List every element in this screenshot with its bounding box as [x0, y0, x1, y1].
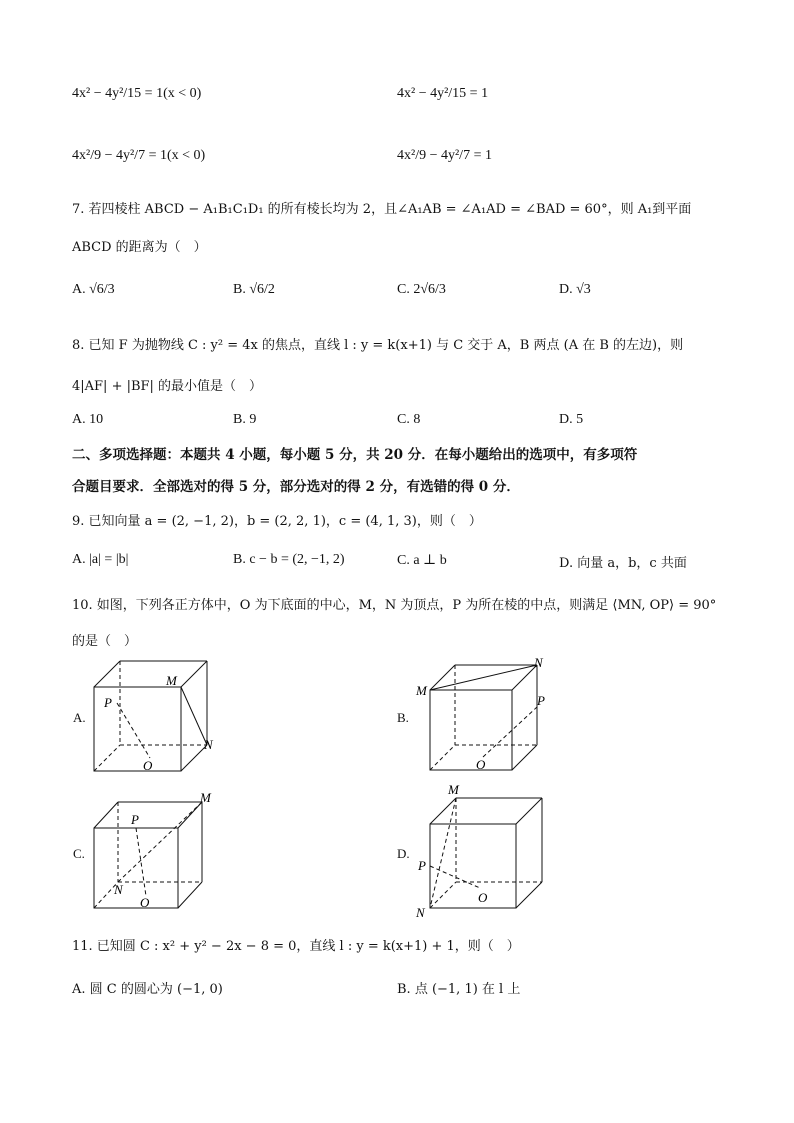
cube-b-label-o: O: [476, 757, 486, 772]
q10-label-a: A.: [73, 710, 86, 725]
q10-stem-line1: 10. 如图，下列各正方体中，O 为下底面的中心，M，N 为顶点，P 为所在棱的中点，则满足 ⟨MN, OP⟩ = 90°: [72, 598, 717, 613]
q6-option-c: 4x²/9 − 4y²/7 = 1(x < 0): [72, 148, 206, 163]
cube-a-label-p: P: [104, 695, 112, 710]
q8-stem-line2: 4|AF| + |BF| 的最小值是（ ）: [72, 379, 263, 394]
q6-option-a: 4x² − 4y²/15 = 1(x < 0): [72, 86, 202, 101]
q7-option-d: D. √3: [559, 282, 591, 297]
q7-option-c: C. 2√6/3: [397, 282, 446, 297]
cube-c-label-n: N: [114, 882, 123, 897]
q6-option-b: 4x² − 4y²/15 = 1: [397, 86, 489, 101]
cube-a-label-o: O: [143, 758, 153, 773]
cube-a-label-n: N: [204, 737, 213, 752]
q8-option-a: A. 10: [72, 412, 104, 427]
cube-figure-b: [412, 655, 562, 775]
q8-option-b: B. 9: [233, 412, 257, 427]
section2-heading-line2: 合题目要求．全部选对的得 5 分，部分选对的得 2 分，有选错的得 0 分．: [72, 479, 520, 495]
cube-c-label-p: P: [131, 812, 139, 827]
q11-option-a: A. 圆 C 的圆心为 (−1, 0): [72, 982, 223, 997]
cube-c-label-o: O: [140, 895, 150, 910]
q10-stem-line2: 的是（ ）: [72, 634, 138, 649]
q9-option-c: C. a ⊥ b: [397, 553, 447, 568]
q8-option-c: C. 8: [397, 412, 421, 427]
q10-label-d: D.: [397, 846, 410, 861]
cube-b-label-n: N: [534, 655, 543, 670]
q9-option-d: D. 向量 a，b，c 共面: [559, 556, 687, 571]
q7-stem-line2: ABCD 的距离为（ ）: [72, 240, 207, 255]
cube-figure-c: [88, 790, 228, 915]
q10-label-c: C.: [73, 846, 85, 861]
q9-option-b: B. c − b = (2, −1, 2): [233, 552, 345, 567]
q8-stem-line1: 8. 已知 F 为抛物线 C : y² = 4x 的焦点，直线 l : y = k(x+1) 与 C 交于 A，B 两点 (A 在 B 的左边)，则: [72, 338, 684, 353]
section2-heading-line1: 二、多项选择题：本题共 4 小题，每小题 5 分，共 20 分．在每小题给出的选项中，有多项符: [72, 447, 638, 463]
cube-d-label-n: N: [416, 905, 425, 920]
q10-label-b: B.: [397, 710, 409, 725]
cube-figure-d: [412, 780, 562, 920]
q11-option-b: B. 点 (−1, 1) 在 l 上: [397, 982, 521, 997]
q7-option-a: A. √6/3: [72, 282, 115, 297]
q11-stem: 11. 已知圆 C : x² + y² − 2x − 8 = 0，直线 l : y = k(x+1) + 1，则（ ）: [72, 939, 520, 954]
q9-stem: 9. 已知向量 a = (2, −1, 2)，b = (2, 2, 1)，c = (4, 1, 3)，则（ ）: [72, 514, 482, 529]
cube-d-label-o: O: [478, 890, 488, 905]
q9-option-a: A. |a| = |b|: [72, 552, 129, 567]
cube-d-label-m: M: [448, 782, 459, 797]
cube-b-label-m: M: [416, 683, 427, 698]
q6-option-d: 4x²/9 − 4y²/7 = 1: [397, 148, 492, 163]
cube-b-label-p: P: [537, 693, 545, 708]
q7-option-b: B. √6/2: [233, 282, 275, 297]
q8-option-d: D. 5: [559, 412, 584, 427]
cube-figure-a: [88, 655, 228, 775]
q7-stem-line1: 7. 若四棱柱 ABCD − A₁B₁C₁D₁ 的所有棱长均为 2，且∠A₁AB = ∠A₁AD = ∠BAD = 60°，则 A₁到平面: [72, 202, 692, 217]
cube-d-label-p: P: [418, 858, 426, 873]
cube-a-label-m: M: [166, 673, 177, 688]
cube-c-label-m: M: [200, 790, 211, 805]
